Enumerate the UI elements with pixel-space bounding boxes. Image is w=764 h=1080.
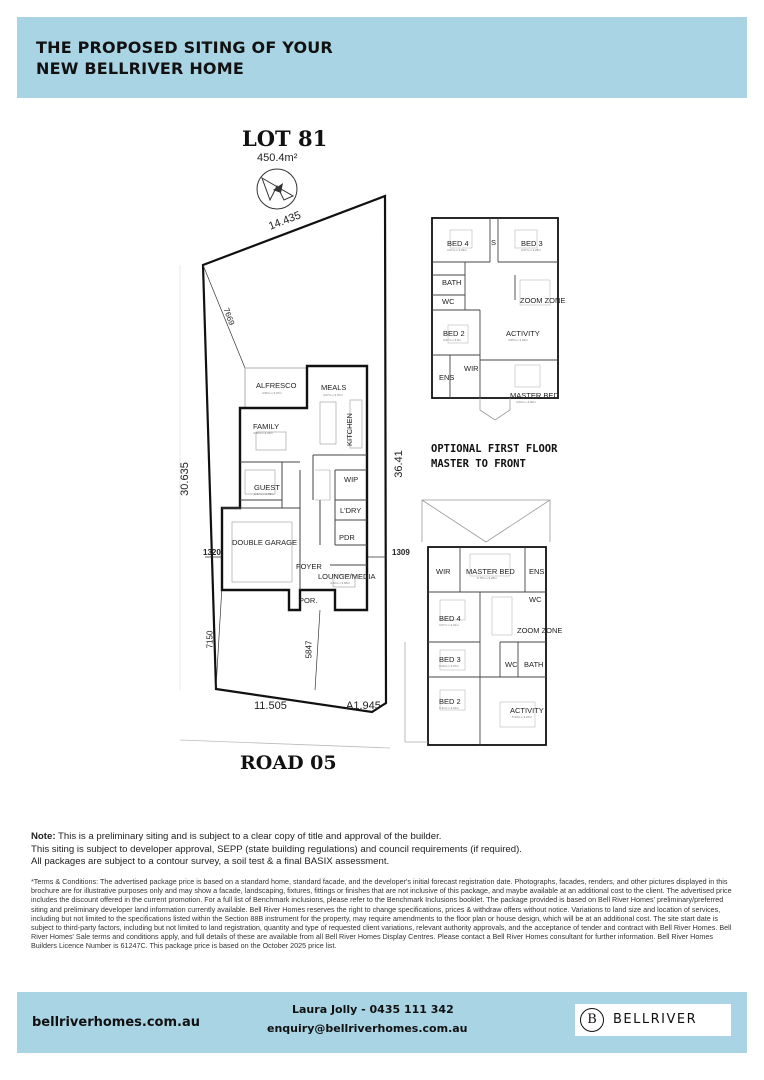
room-family: FAMILY [253, 422, 280, 431]
svg-text:BED 3: BED 3 [521, 239, 543, 248]
svg-text:WC: WC [505, 660, 518, 669]
svg-text:MASTER BED: MASTER BED [510, 391, 559, 400]
contact-email[interactable]: enquiry@bellriverhomes.com.au [267, 1022, 468, 1035]
room-wip: WIP [344, 475, 359, 484]
lot-boundary [203, 196, 386, 712]
terms-conditions: *Terms & Conditions: The advertised package price is based on a standard home, standard facade, and the developer's initial forecast registration date. Photographs, facades, renders, and other pictures displayed in this brochure are for illustrative purposes only and may show a facade, landscaping, fixtures, fittings or finishes that are not inclusive of this package, and maybe available at an additional cost to the client. The advertised price includes the discount offered in the current promotion. For a full list of Benchmark inclusions, please refer to the Benchmark Inclusions booklet. The package provided is based on Bell River Homes' preliminary/preferred siting and preliminary developer land information currently available. Bell River Homes reserves the right to change specifications, prices & withdraw offers without notice. Variations to land size and location of services, including but not limited to the specifications listed within the Section 88B instrument for the property, may require amendments to the floor plan or house design, which will be at an additional cost. The site start date is subject to third-party factors, including but not limited to land registration, quantity and type of requested client variations, relevant authority approvals, and the acceptance of tender and contract with Bell River Homes. Bell River Homes' Sale terms and conditions apply, and full details of these are available from all Bell River Homes Display Centres. Please contact a Bell River Homes consultant for further information. Bell River Homes Builders Licence Number is 61247C. This package price is based on the October 2025 price list. [31, 877, 732, 951]
svg-text:ACTIVITY: ACTIVITY [506, 329, 540, 338]
logo-b-icon: B [580, 1008, 604, 1032]
svg-text:BATH: BATH [442, 278, 462, 287]
title-line-1: THE PROPOSED SITING OF YOUR [36, 38, 333, 57]
svg-text:BED 2: BED 2 [443, 329, 465, 338]
room-meals: MEALS [321, 383, 347, 392]
svg-text:BED 3: BED 3 [439, 655, 461, 664]
svg-text:3.07m x 3.28m: 3.07m x 3.28m [521, 248, 541, 252]
svg-text:3.07m x 3.03m: 3.07m x 3.03m [447, 248, 467, 252]
room-guest: GUEST [254, 483, 280, 492]
svg-text:4.00m x 4.00m: 4.00m x 4.00m [516, 400, 536, 404]
room-laundry: L'DRY [340, 506, 362, 515]
svg-text:ZOOM ZONE: ZOOM ZONE [520, 296, 566, 305]
optional-floor-caption: OPTIONAL FIRST FLOOR MASTER TO FRONT [431, 443, 558, 470]
optional-first-floor-plan [420, 210, 570, 425]
setback-rear: 7669 [221, 306, 237, 327]
room-lounge: LOUNGE/MEDIA [318, 572, 376, 581]
contact-name-phone[interactable]: Laura Jolly - 0435 111 342 [292, 1003, 454, 1016]
dim-left: 30.635 [178, 462, 191, 496]
svg-text:3.20m x 3.96m: 3.20m x 3.96m [330, 581, 350, 585]
first-floor-plan [400, 492, 565, 752]
lot-area: 450.4m² [257, 152, 298, 164]
svg-text:3.31m x 3.01m: 3.31m x 3.01m [439, 706, 459, 710]
room-porch: POR. [299, 596, 318, 605]
svg-text:BED 4: BED 4 [447, 239, 469, 248]
svg-text:5.29m x 3.07m: 5.29m x 3.07m [512, 715, 532, 719]
bellriver-logo [575, 1004, 731, 1036]
room-kitchen: KITCHEN [345, 413, 354, 446]
logo-wordmark: BELLRIVER [613, 1012, 698, 1027]
svg-text:MASTER BED: MASTER BED [466, 567, 515, 576]
dim-bottom: 11.505 [254, 700, 287, 712]
svg-text:BED 2: BED 2 [439, 697, 461, 706]
svg-text:4.56m x 3.07m: 4.56m x 3.07m [262, 391, 282, 395]
svg-text:3.37m x 2.83m: 3.37m x 2.83m [254, 492, 274, 496]
setback-side-right: 1309 [392, 548, 410, 557]
svg-text:BATH: BATH [524, 660, 544, 669]
svg-text:4.56m x 4.32m: 4.56m x 4.32m [253, 431, 273, 435]
footer-banner [17, 992, 747, 1053]
room-foyer: FOYER [296, 562, 322, 571]
dim-right: 36.41 [392, 450, 405, 478]
svg-text:6.78m x 3.28m: 6.78m x 3.28m [477, 576, 497, 580]
setback-front-right: 5847 [304, 640, 314, 659]
dim-arc: A1.945 [346, 700, 381, 712]
setback-front-left: 7150 [205, 630, 215, 649]
road-label: ROAD 05 [240, 752, 337, 774]
lot-title: LOT 81 [242, 126, 328, 151]
svg-text:ENS: ENS [439, 373, 455, 382]
website-link[interactable]: bellriverhomes.com.au [32, 1015, 200, 1030]
svg-text:ENS: ENS [529, 567, 545, 576]
svg-text:ZOOM ZONE: ZOOM ZONE [517, 626, 563, 635]
svg-text:WIR: WIR [464, 364, 479, 373]
room-double-garage: DOUBLE GARAGE [232, 538, 298, 547]
svg-text:4.55m x 4.26m: 4.55m x 4.26m [508, 338, 528, 342]
svg-text:WIR: WIR [436, 567, 451, 576]
title-line-2: NEW BELLRIVER HOME [36, 59, 244, 78]
setback-side-left: 1320 [203, 548, 221, 557]
svg-text:WC: WC [529, 595, 542, 604]
room-pdr: PDR [339, 533, 355, 542]
svg-text:3.07m x 3.01m: 3.07m x 3.01m [439, 623, 459, 627]
svg-text:3.00m x 3.07m: 3.00m x 3.07m [439, 664, 459, 668]
svg-text:S: S [491, 238, 497, 247]
svg-text:WC: WC [442, 297, 455, 306]
north-arrow-icon [257, 169, 297, 209]
dim-top: 14.435 [266, 209, 303, 233]
room-alfresco: ALFRESCO [256, 381, 297, 390]
svg-text:ACTIVITY: ACTIVITY [510, 706, 544, 715]
svg-text:BED 4: BED 4 [439, 614, 461, 623]
svg-text:3.07m x 3.5m: 3.07m x 3.5m [443, 338, 462, 342]
svg-text:4.07m x 3.07m: 4.07m x 3.07m [323, 393, 343, 397]
note-block: Note: This is a preliminary siting and is subject to a clear copy of title and approval of the builder. This siting is subject to developer approval, SEPP (state building regulations) and council requirements (if required). All packages are subject to a contour survey, a soil test & a final BASIX assessment. [31, 831, 522, 867]
